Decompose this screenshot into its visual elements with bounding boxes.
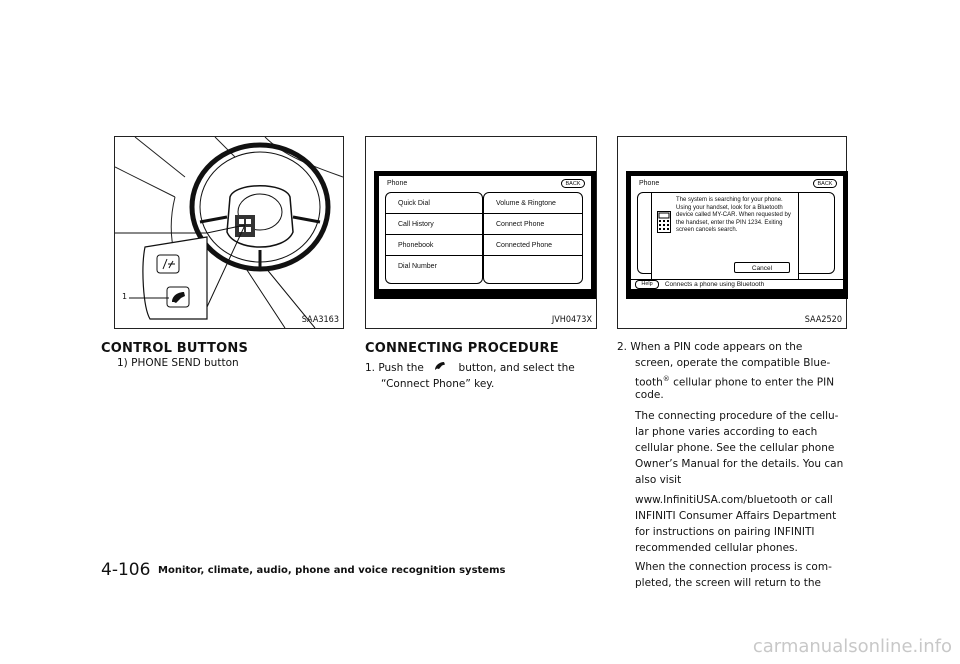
popup-message: The system is searching for your phone. Using your handset, look for a Bluetooth device called MY-CAR. When requested by the handset, enter the PIN 1234. Exiting screen cancels search. — [676, 197, 791, 233]
menu-item-call-history[interactable]: Call History — [386, 214, 482, 235]
figure-bluetooth-search — [617, 136, 847, 329]
step1-text-b: button, and select the — [458, 362, 575, 374]
menu-item-volume-ringtone[interactable]: Volume & Ringtone — [484, 193, 582, 214]
figure-phone-menu — [365, 136, 597, 329]
paragraph-1-line-4: Owner’s Manual for the details. You can — [635, 458, 844, 470]
phone-handset-icon — [433, 360, 447, 372]
step2-line4: code. — [635, 389, 664, 401]
step1-line2: “Connect Phone” key. — [381, 378, 495, 390]
step2-line1: 2. When a PIN code appears on the — [617, 341, 803, 353]
search-popup — [651, 192, 799, 280]
paragraph-1-line-1: The connecting procedure of the cellu- — [635, 410, 839, 422]
menu-right-panel — [483, 192, 583, 284]
figure-code: SAA3163 — [301, 315, 339, 325]
figure-code: JVH0473X — [551, 315, 592, 325]
connecting-procedure-heading: CONNECTING PROCEDURE — [365, 341, 559, 356]
step2-line2: screen, operate the compatible Blue- — [635, 357, 831, 369]
figure-code: SAA2520 — [804, 315, 842, 325]
callout-number: 1 — [122, 292, 128, 301]
page-number: 4-106 — [101, 560, 151, 580]
menu-item-connect-phone[interactable]: Connect Phone — [484, 214, 582, 235]
cancel-button[interactable]: Cancel — [734, 262, 790, 273]
paragraph-2-line-1: www.InfinitiUSA.com/bluetooth or call — [635, 494, 833, 506]
screen-title: Phone — [387, 180, 408, 187]
section-title: Monitor, climate, audio, phone and voice recognition systems — [158, 565, 506, 576]
step2-rest: cellular phone to enter the PIN — [669, 376, 835, 389]
paragraph-2-line-4: recommended cellular phones. — [635, 542, 798, 554]
paragraph-3-line-2: pleted, the screen will return to the — [635, 577, 822, 589]
menu-item-dial-number[interactable]: Dial Number — [398, 263, 437, 270]
paragraph-2-line-2: INFINITI Consumer Affairs Department — [635, 510, 837, 522]
phone-screen — [378, 175, 592, 290]
watermark: carmanualsonline.info — [752, 636, 952, 657]
paragraph-1-line-3: cellular phone. See the cellular phone — [635, 442, 835, 454]
phone-send-item: 1) PHONE SEND button — [117, 357, 239, 369]
menu-left-panel — [385, 192, 483, 284]
phone-screen — [630, 175, 844, 290]
registered-mark: ® — [662, 375, 670, 383]
help-text: Connects a phone using Bluetooth — [664, 281, 765, 289]
menu-item-phonebook[interactable]: Phonebook — [386, 235, 482, 256]
control-buttons-heading: CONTROL BUTTONS — [101, 341, 249, 356]
paragraph-2-line-3: for instructions on pairing INFINITI — [635, 526, 815, 538]
screen-title: Phone — [639, 180, 660, 187]
menu-item-connected-phone[interactable]: Connected Phone — [484, 235, 582, 256]
menu-item-quick-dial[interactable]: Quick Dial — [386, 193, 482, 214]
steering-wheel-illustration — [115, 137, 343, 328]
display-bezel — [626, 171, 848, 299]
paragraph-3-line-1: When the connection process is com- — [635, 561, 832, 573]
step2-tooth: tooth — [635, 376, 663, 389]
help-bar — [631, 279, 843, 289]
step1-line1 — [365, 360, 599, 376]
step2-line3 — [635, 371, 834, 391]
back-button[interactable]: BACK — [561, 179, 585, 188]
paragraph-1-line-2: lar phone varies according to each — [635, 426, 818, 438]
figure-steering-wheel — [114, 136, 344, 329]
paragraph-1-line-5: also visit — [635, 474, 682, 486]
display-bezel — [374, 171, 596, 299]
step1-text-a: 1. Push the — [365, 362, 424, 374]
back-button[interactable]: BACK — [813, 179, 837, 188]
phone-keypad-icon — [657, 211, 671, 233]
menu-item-empty — [484, 256, 582, 277]
help-button[interactable]: Help — [635, 280, 659, 289]
